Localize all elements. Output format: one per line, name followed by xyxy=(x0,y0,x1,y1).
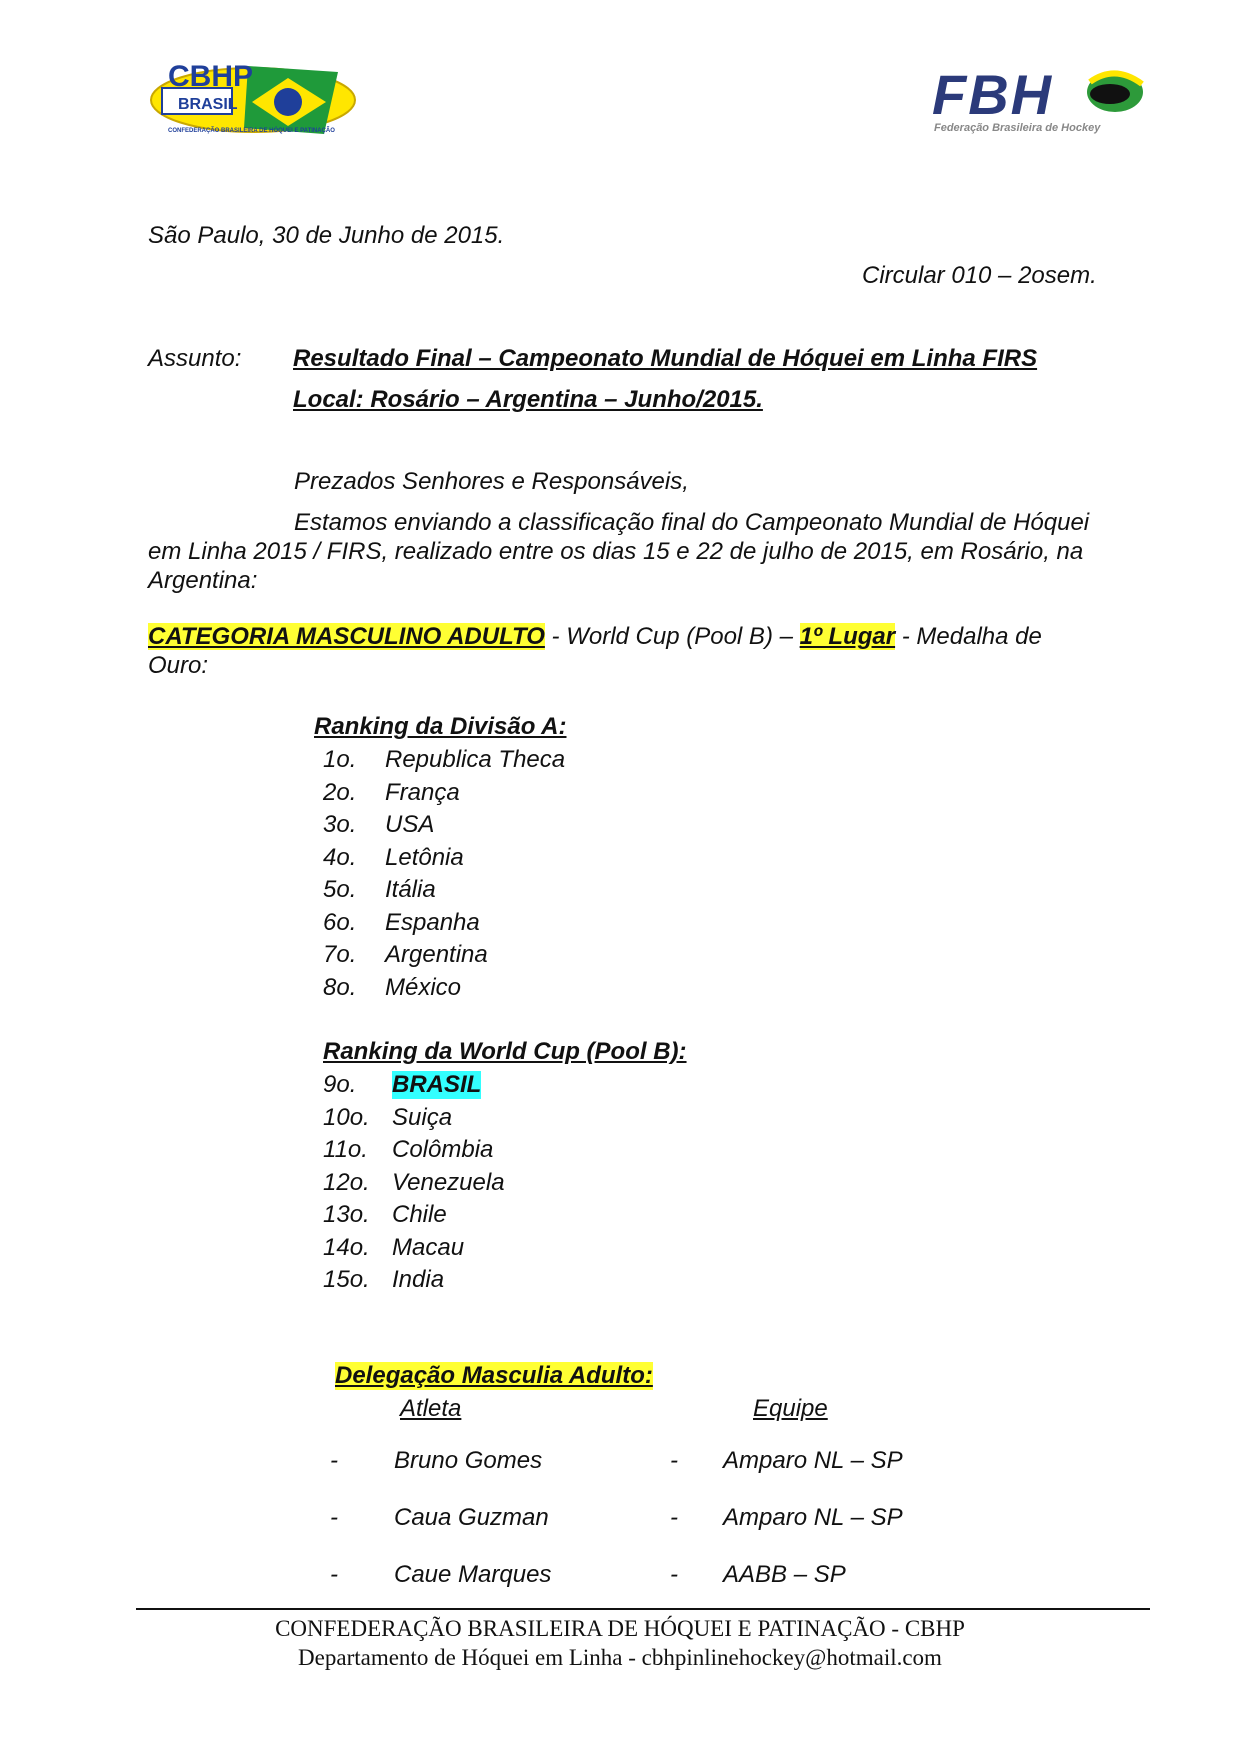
ranking-country: BRASIL xyxy=(392,1071,482,1098)
team-name: Amparo NL – SP xyxy=(723,1447,903,1474)
ranking-position: 8o. xyxy=(323,973,357,1001)
ranking-position: 7o. xyxy=(323,941,357,968)
delegation-dash: - xyxy=(330,1504,338,1531)
ranking-country: Republica Theca xyxy=(385,746,566,773)
fbh-logo-text: FBH xyxy=(932,63,1054,126)
category-mid: - World Cup (Pool B) – xyxy=(544,623,800,650)
ranking-country: Chile xyxy=(392,1201,447,1228)
athlete-name: Bruno Gomes xyxy=(394,1447,543,1474)
salutation: Prezados Senhores e Responsáveis, xyxy=(294,468,689,495)
body-line-1: Estamos enviando a classificação final do Campeonato Mundial de Hóquei xyxy=(294,509,1090,536)
delegation-list xyxy=(330,1447,1030,1597)
delegation-dash: - xyxy=(330,1447,338,1474)
ranking-position: 2o. xyxy=(323,778,357,806)
category-label: CATEGORIA MASCULINO ADULTO xyxy=(148,623,545,650)
cbhp-logo-tagline: CONFEDERAÇÃO BRASILEIRA DE HÓQUEI E PATINAÇÃO xyxy=(168,128,335,134)
category-line xyxy=(148,623,1042,651)
subject-label: Assunto: xyxy=(148,345,242,372)
subject-title: Resultado Final – Campeonato Mundial de Hóquei em Linha FIRS xyxy=(293,345,1038,372)
ranking-position: 6o. xyxy=(323,908,357,936)
division-a-title: Ranking da Divisão A: xyxy=(314,713,567,740)
fbh-logo-tagline: Federação Brasileira de Hockey xyxy=(934,122,1101,134)
ranking-position: 11o. xyxy=(323,1136,368,1163)
pool-b-list xyxy=(323,1071,723,1301)
cbhp-logo-sub: BRASIL xyxy=(178,96,238,113)
date-line: São Paulo, 30 de Junho de 2015. xyxy=(148,222,505,249)
ranking-position: 12o. xyxy=(323,1168,370,1196)
ranking-country: Venezuela xyxy=(392,1168,505,1196)
body-line-2: em Linha 2015 / FIRS, realizado entre os dias 15 e 22 de julho de 2015, em Rosário, na xyxy=(148,538,1084,565)
cbhp-logo-text: CBHP xyxy=(168,60,254,93)
ranking-country: Espanha xyxy=(385,908,480,936)
team-name: AABB – SP xyxy=(723,1561,846,1588)
ranking-country: Suiça xyxy=(392,1103,453,1131)
ranking-country: USA xyxy=(385,811,435,838)
delegation-row xyxy=(330,1561,1030,1589)
category-line-2: Ouro: xyxy=(148,652,209,679)
ranking-position: 13o. xyxy=(323,1201,370,1228)
footer-divider xyxy=(136,1608,1150,1610)
circular-number: Circular 010 – 2osem. xyxy=(862,262,1097,289)
ranking-country: Colômbia xyxy=(392,1136,494,1163)
team-name: Amparo NL – SP xyxy=(723,1504,903,1531)
fbh-logo xyxy=(930,62,1150,142)
delegation-row xyxy=(330,1447,1030,1475)
ranking-position: 14o. xyxy=(323,1233,370,1261)
subject-location: Local: Rosário – Argentina – Junho/2015. xyxy=(293,386,763,413)
pool-b-title: Ranking da World Cup (Pool B): xyxy=(323,1038,687,1065)
ranking-position: 1o. xyxy=(323,746,357,773)
delegation-row xyxy=(330,1504,1030,1532)
footer-org: CONFEDERAÇÃO BRASILEIRA DE HÓQUEI E PATINAÇÃO - CBHP xyxy=(275,1616,965,1641)
ranking-position: 5o. xyxy=(323,876,357,903)
ranking-country: India xyxy=(392,1266,445,1293)
athlete-name: Caua Guzman xyxy=(394,1504,549,1531)
ranking-position: 4o. xyxy=(323,843,357,871)
team-column-header: Equipe xyxy=(753,1395,828,1422)
delegation-dash: - xyxy=(670,1447,678,1474)
delegation-dash: - xyxy=(670,1504,678,1531)
delegation-dash: - xyxy=(670,1561,678,1588)
athlete-name: Caue Marques xyxy=(394,1561,552,1588)
ranking-country: Macau xyxy=(392,1233,465,1261)
ranking-position: 15o. xyxy=(323,1266,370,1293)
footer-contact: Departamento de Hóquei em Linha - cbhpinlinehockey@hotmail.com xyxy=(298,1645,942,1670)
ranking-country: França xyxy=(385,778,460,806)
body-line-3: Argentina: xyxy=(148,567,258,594)
cbhp-logo xyxy=(148,58,358,142)
category-place: 1º Lugar xyxy=(799,623,896,650)
ranking-country: México xyxy=(385,973,462,1001)
category-end: - Medalha de xyxy=(895,623,1042,650)
ranking-position: 3o. xyxy=(323,811,357,838)
ranking-position: 10o. xyxy=(323,1103,370,1131)
ranking-country: Letônia xyxy=(385,843,464,871)
division-a-list xyxy=(323,746,723,1006)
delegation-title: Delegação Masculia Adulto: xyxy=(335,1362,653,1389)
ranking-country: Itália xyxy=(385,876,436,903)
delegation-dash: - xyxy=(330,1561,338,1588)
athlete-column-header: Atleta xyxy=(400,1395,462,1422)
ranking-country: Argentina xyxy=(385,941,488,968)
ranking-position: 9o. xyxy=(323,1071,357,1098)
